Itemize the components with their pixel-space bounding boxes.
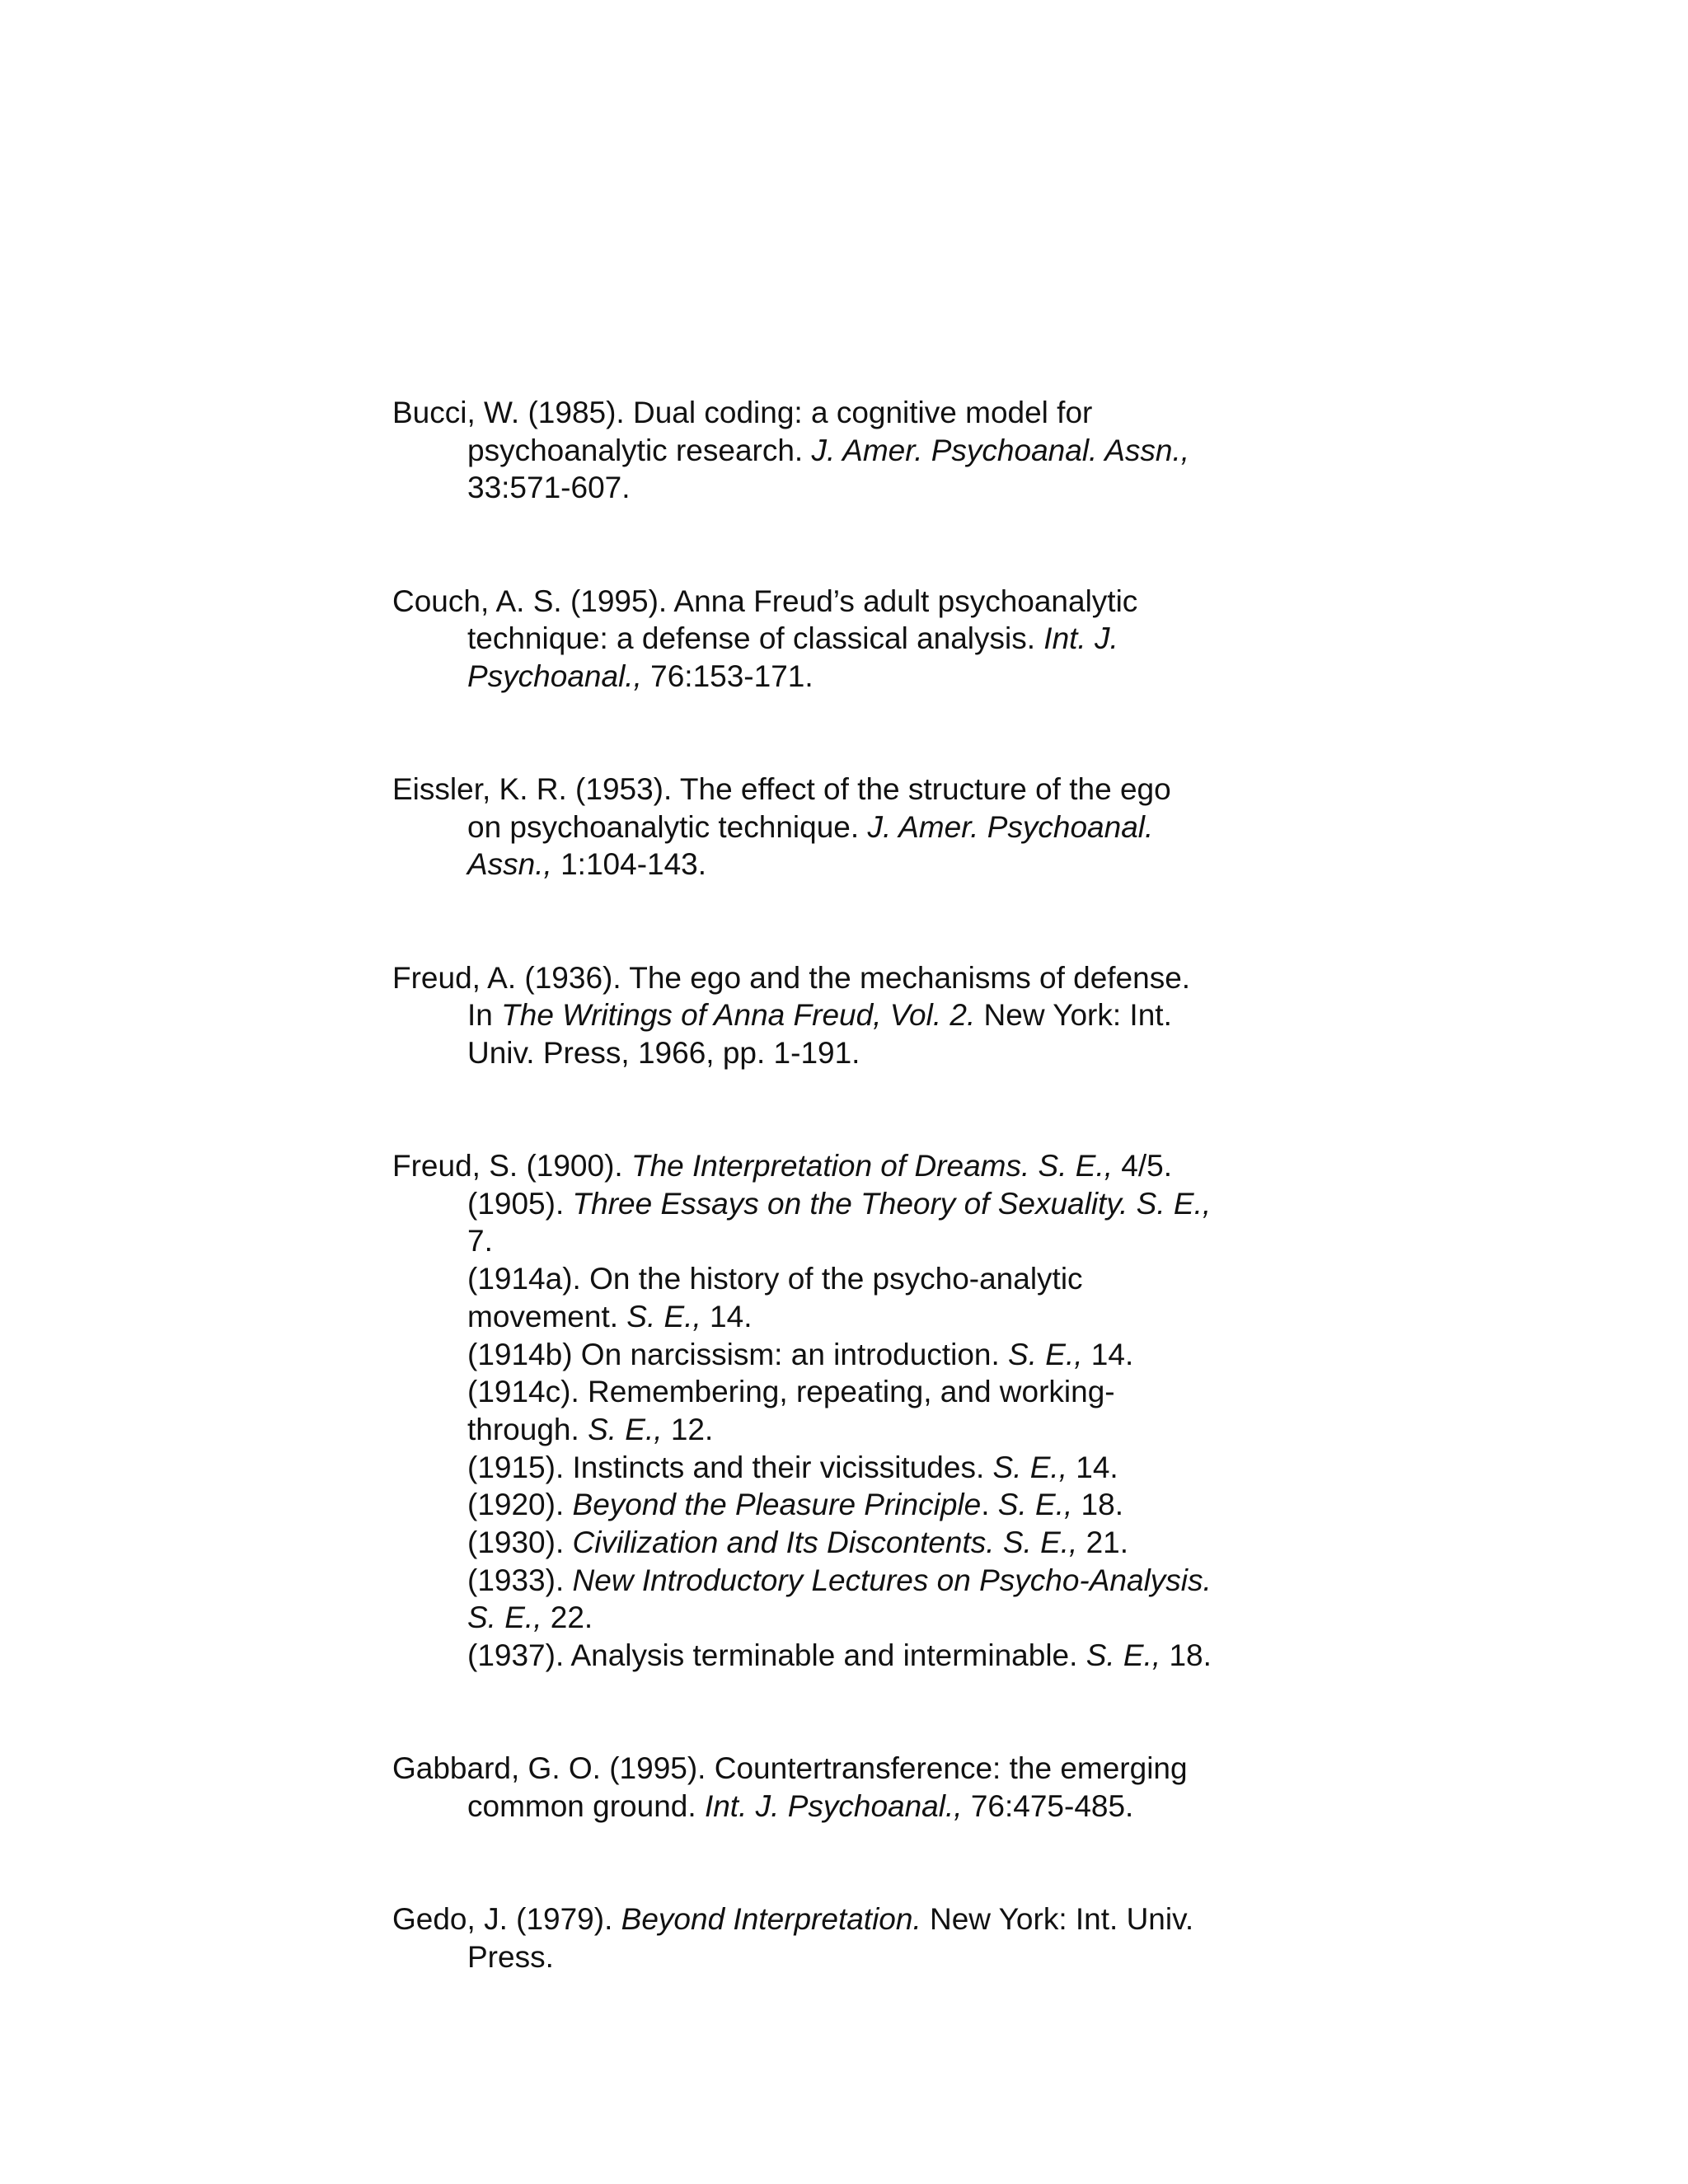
reference-continuation-line (392, 432, 1332, 470)
reference-first-line (392, 959, 1332, 997)
reference-entry-freud-a (392, 959, 1332, 1072)
reference-text: Eissler, K. R. (1953). The effect of the structure of the ego (392, 772, 1171, 806)
reference-continuation-line (392, 469, 1332, 507)
reference-first-line (392, 1750, 1332, 1788)
reference-text: New York: Int. Univ. (921, 1902, 1194, 1937)
italic-text: S. E., (467, 1601, 542, 1635)
reference-continuation-line (392, 1034, 1332, 1072)
italic-text: S. E., (992, 1450, 1067, 1484)
reference-continuation-line (392, 846, 1332, 883)
reference-text: (1933). (467, 1563, 573, 1597)
reference-text: 18. (1160, 1638, 1212, 1673)
italic-text: The Interpretation of Dreams. S. E., (631, 1149, 1114, 1183)
reference-text: 76:153-171. (641, 658, 814, 693)
reference-text: (1920). (467, 1488, 573, 1522)
italic-text: S. E., (997, 1488, 1073, 1522)
reference-first-line (392, 394, 1332, 432)
reference-text: Press. (467, 1939, 554, 1974)
reference-text: 1:104-143. (551, 847, 707, 882)
reference-continuation-line (392, 1637, 1332, 1675)
reference-text: (1914c). Remembering, repeating, and working- (467, 1375, 1115, 1409)
reference-text: 14. (1082, 1337, 1134, 1371)
reference-text: Bucci, W. (1985). Dual coding: a cognitive model for (392, 396, 1093, 429)
italic-text: J. Amer. Psychoanal. Assn., (811, 433, 1190, 467)
reference-text: . (981, 1488, 998, 1522)
reference-text: 18. (1072, 1488, 1123, 1522)
reference-text: 76:475-485. (962, 1788, 1134, 1823)
reference-text: (1914a). On the history of the psycho-analytic (467, 1262, 1083, 1296)
reference-text: Freud, S. (1900). (392, 1149, 631, 1183)
italic-text: Three Essays on the Theory of Sexuality. S. E., (572, 1186, 1212, 1221)
reference-text: In (467, 998, 502, 1033)
reference-continuation-line (392, 1788, 1332, 1825)
reference-text: on psychoanalytic technique. (467, 809, 868, 844)
reference-first-line (392, 1147, 1332, 1185)
italic-text: Int. J. Psychoanal., (704, 1788, 963, 1823)
reference-entry-couch (392, 583, 1332, 696)
reference-text: (1930). (467, 1526, 573, 1560)
reference-continuation-line (392, 1524, 1332, 1562)
italic-text: Beyond the Pleasure Principle (572, 1488, 982, 1522)
italic-text: S. E., (626, 1299, 701, 1333)
reference-text: 14. (701, 1299, 753, 1333)
reference-text: (1915). Instincts and their vicissitudes. (467, 1450, 993, 1484)
italic-text: Beyond Interpretation. (621, 1902, 921, 1937)
reference-continuation-line (392, 1562, 1332, 1600)
reference-list (392, 394, 1332, 1975)
reference-continuation-line (392, 1373, 1332, 1411)
reference-entry-bucci (392, 394, 1332, 507)
reference-text: 22. (542, 1601, 593, 1635)
reference-text: (1905). (467, 1186, 573, 1221)
reference-text: (1937). Analysis terminable and interminable. (467, 1638, 1086, 1673)
reference-text: common ground. (467, 1788, 705, 1823)
reference-text: Gedo, J. (1979). (392, 1902, 621, 1937)
reference-text: Couch, A. S. (1995). Anna Freud’s adult psychoanalytic (392, 583, 1138, 618)
reference-text: Gabbard, G. O. (1995). Countertransference: the emerging (392, 1751, 1188, 1786)
reference-text: 12. (662, 1412, 714, 1446)
reference-text: 33:571-607. (467, 471, 631, 505)
italic-text: J. Amer. Psychoanal. (867, 809, 1154, 844)
reference-continuation-line (392, 1938, 1332, 1976)
reference-entry-gabbard (392, 1750, 1332, 1825)
reference-text: Univ. Press, 1966, pp. 1-191. (467, 1035, 860, 1070)
reference-continuation-line (392, 658, 1332, 696)
italic-text: Psychoanal., (467, 658, 642, 693)
reference-continuation-line (392, 1336, 1332, 1374)
italic-text: Civilization and Its Discontents. S. E., (572, 1526, 1078, 1560)
reference-continuation-line (392, 1185, 1332, 1223)
reference-entry-eissler (392, 771, 1332, 883)
italic-text: S. E., (1008, 1337, 1083, 1371)
reference-continuation-line (392, 1222, 1332, 1260)
reference-text: 21. (1077, 1526, 1129, 1560)
italic-text: S. E., (1085, 1638, 1161, 1673)
reference-text: through. (467, 1412, 588, 1446)
reference-text: technique: a defense of classical analysis. (467, 621, 1044, 656)
reference-continuation-line (392, 620, 1332, 658)
reference-continuation-line (392, 1599, 1332, 1637)
reference-continuation-line (392, 1298, 1332, 1336)
italic-text: Assn., (467, 847, 552, 882)
italic-text: The Writings of Anna Freud, Vol. 2. (501, 998, 976, 1033)
italic-text: New Introductory Lectures on Psycho-Analysis. (572, 1563, 1212, 1597)
reference-entry-freud-s (392, 1147, 1332, 1675)
reference-continuation-line (392, 996, 1332, 1034)
reference-text: Freud, A. (1936). The ego and the mechanisms of defense. (392, 960, 1191, 995)
reference-text: 4/5. (1113, 1149, 1173, 1183)
reference-text: (1914b) On narcissism: an introduction. (467, 1337, 1009, 1371)
reference-text: New York: Int. (975, 998, 1172, 1033)
reference-first-line (392, 583, 1332, 621)
reference-text: 14. (1067, 1450, 1118, 1484)
reference-continuation-line (392, 808, 1332, 846)
italic-text: Int. J. (1043, 621, 1118, 656)
italic-text: S. E., (588, 1412, 663, 1446)
reference-continuation-line (392, 1411, 1332, 1449)
reference-first-line (392, 771, 1332, 808)
reference-text: 7. (467, 1224, 493, 1258)
reference-first-line (392, 1900, 1332, 1938)
reference-text: psychoanalytic research. (467, 433, 812, 467)
reference-continuation-line (392, 1486, 1332, 1524)
reference-text: movement. (467, 1299, 627, 1333)
reference-continuation-line (392, 1260, 1332, 1298)
reference-entry-gedo (392, 1900, 1332, 1975)
reference-continuation-line (392, 1449, 1332, 1487)
